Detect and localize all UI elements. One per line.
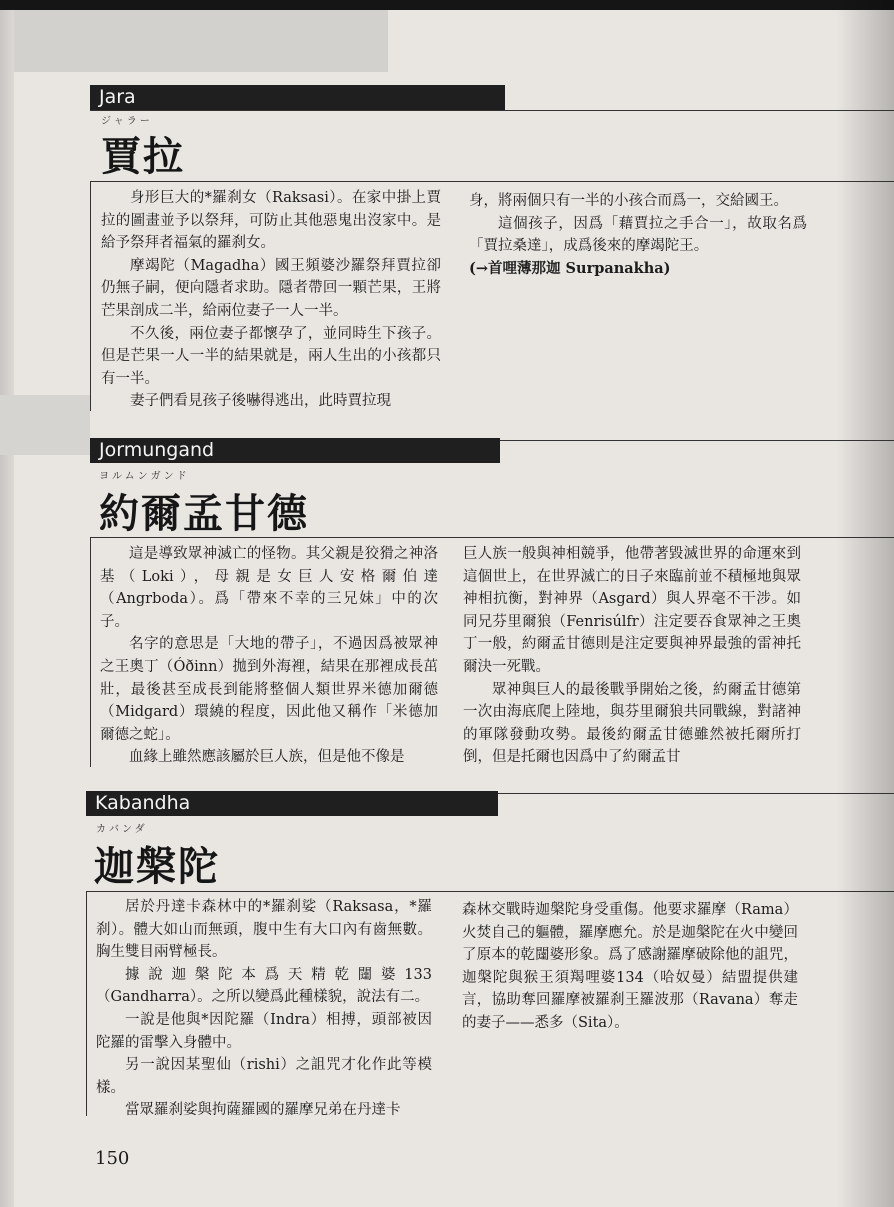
- entry-title-en: Kabandha: [86, 791, 498, 816]
- rule-vertical: [90, 537, 91, 767]
- paragraph: 摩竭陀（Magadha）國王頻婆沙羅祭拜賈拉卻仍無子嗣，便向隱者求助。隱者帶回一顆芒果，王將芒果剖成二半，給兩位妻子一人一半。: [101, 257, 441, 319]
- rule: [90, 537, 894, 538]
- rule: [90, 181, 894, 182]
- entry-body-left: [96, 896, 432, 1122]
- entry-title-cn: 賈拉: [101, 134, 185, 180]
- paragraph: 另一說因某聖仙（rishi）之詛咒才化作此等模樣。: [96, 1057, 432, 1096]
- cross-reference: (→首哩薄那迦 Surpanakha): [469, 259, 671, 277]
- gray-side-block: [0, 395, 90, 455]
- entry-title-kana: ジャラー: [101, 116, 153, 127]
- page-number: 150: [95, 1148, 130, 1169]
- entry-title-cn: 迦槃陀: [94, 844, 220, 890]
- paragraph: 當眾羅刹娑與拘薩羅國的羅摩兄弟在丹達卡: [125, 1102, 401, 1119]
- paragraph: 血緣上雖然應該屬於巨人族，但是他不像是: [129, 749, 405, 766]
- paragraph: 森林交戰時迦槃陀身受重傷。他要求羅摩（Rama）火焚自己的軀體，羅摩應允。於是迦槃陀在火中變回了原本的乾闥婆形象。爲了感謝羅摩破除他的詛咒，迦槃陀與猴王須羯哩婆134（哈奴曼）結盟提供建言，協助奪回羅摩被羅刹王羅波那（Ravana）奪走的妻子——悉多（Sita）。: [462, 902, 798, 1031]
- entry-body-right: [463, 543, 801, 769]
- paragraph: 眾神與巨人的最後戰爭開始之後，約爾孟甘德第一次由海底爬上陸地，與芬里爾狼共同戰線，對諸神的軍隊發動攻勢。最後約爾孟甘德雖然被托爾所打倒，但是托爾也因爲中了約爾孟甘: [463, 681, 801, 766]
- page-gutter: [0, 10, 14, 1207]
- entry-body-left: [101, 187, 441, 413]
- entry-body-left: [100, 543, 438, 769]
- entry-body-right: [469, 190, 807, 280]
- entry-body-right: [462, 899, 798, 1035]
- entry-title-en: Jormungand: [90, 438, 500, 463]
- paragraph: 一說是他與*因陀羅（Indra）相搏，頭部被因陀羅的雷擊入身體中。: [96, 1011, 432, 1051]
- scan-top-edge: [0, 0, 894, 10]
- paragraph: 身形巨大的*羅刹女（Raksasi）。在家中掛上賈拉的圖畫並予以祭拜，可防止其他惡鬼出沒家中。是給予祭拜者福氣的羅刹女。: [101, 190, 441, 252]
- entry-title-kana: カバンダ: [96, 824, 148, 835]
- entry-title-en: Jara: [90, 85, 505, 110]
- rule: [86, 891, 894, 892]
- paragraph: 這是導致眾神滅亡的怪物。其父親是狡猾之神洛基（Loki），母親是女巨人安格爾伯達（Angrboda）。爲「帶來不幸的三兄妹」中的次子。: [100, 546, 438, 630]
- entry-title-kana: ヨルムンガンド: [99, 471, 190, 482]
- paragraph: 名字的意思是「大地的帶子」，不過因爲被眾神之王奧丁（Óðinn）拋到外海裡，結果在那裡成長茁壯，最後甚至成長到能將整個人類世界米德加爾德（Midgard）環繞的程度，因此他又稱作「米德加爾德之蛇」。: [100, 636, 438, 743]
- rule: [90, 110, 894, 111]
- paragraph: 身，將兩個只有一半的小孩合而爲一，交給國王。: [469, 193, 788, 209]
- rule-vertical: [86, 891, 87, 1116]
- paragraph: 居於丹達卡森林中的*羅刹娑（Raksasa，*羅刹）。體大如山而無頭，腹中生有大口內有齒無數。胸生雙目兩臂極長。: [96, 899, 432, 961]
- paragraph: 這個孩子，因爲「藉賈拉之手合一」，故取名爲「賈拉桑達」，成爲後來的摩竭陀王。: [469, 215, 807, 255]
- gray-header-tab: [14, 10, 388, 72]
- entry-title-cn: 約爾孟甘德: [99, 491, 309, 537]
- paragraph: 妻子們看見孩子後嚇得逃出，此時賈拉現: [130, 393, 391, 410]
- paragraph: 不久後，兩位妻子都懷孕了，並同時生下孩子。但是芒果一人一半的結果就是，兩人生出的小孩都只有一半。: [101, 325, 441, 387]
- paragraph: 巨人族一般與神相競爭，他帶著毀滅世界的命運來到這個世上，在世界滅亡的日子來臨前並不積極地與眾神相抗衡，對神界（Asgard）與人界毫不干涉。如同兄芬里爾狼（Fenrisúlfr）注定要吞食眾神之王奧丁一般，約爾孟甘德則是注定要與神界最強的雷神托爾決一死戰。: [463, 546, 801, 675]
- paragraph: 據說迦槃陀本爲天精乾闥婆133（Gandharra）。之所以變爲此種樣貌，說法有二。: [96, 966, 432, 1006]
- rule-vertical: [90, 181, 91, 411]
